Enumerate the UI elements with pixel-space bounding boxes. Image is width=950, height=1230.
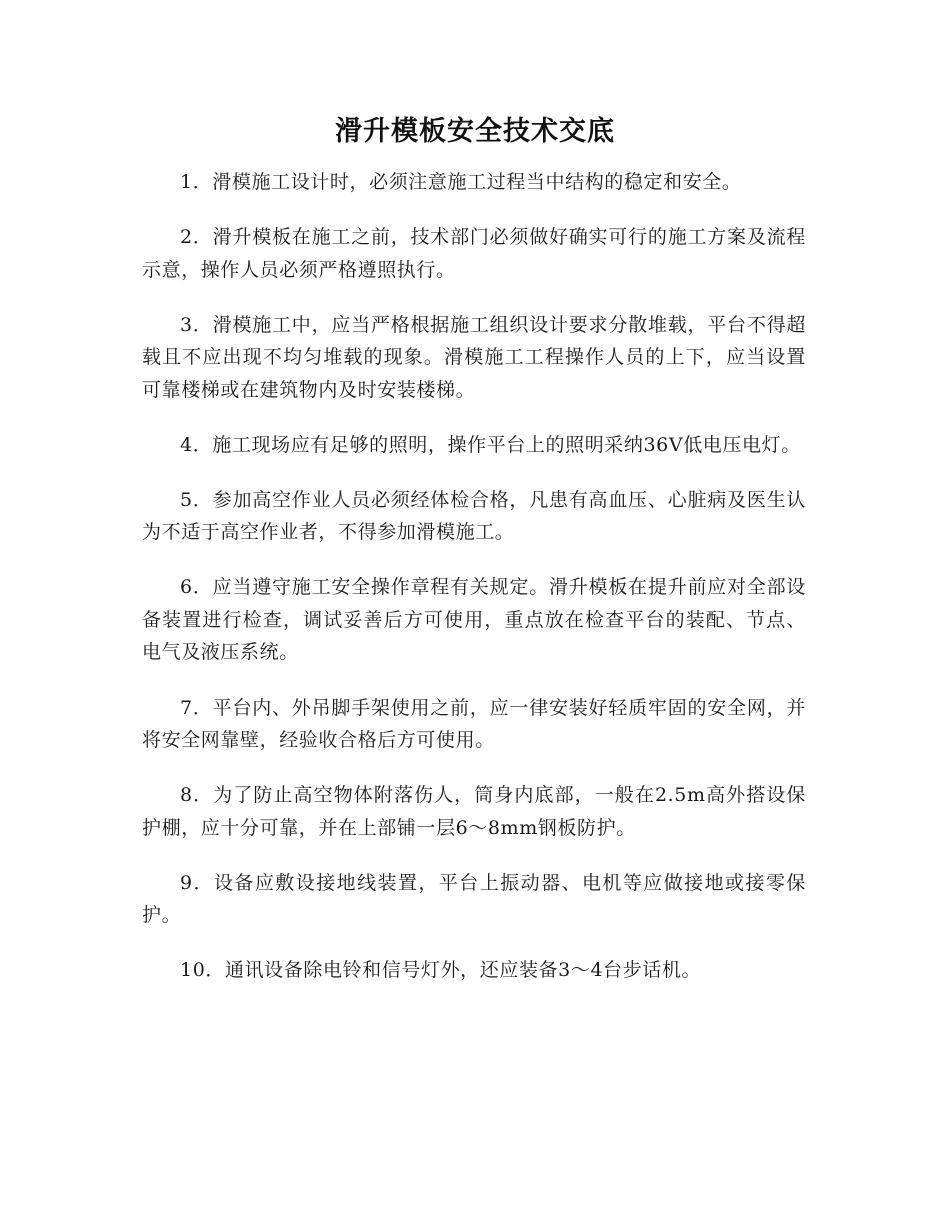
paragraph-5: 5．参加高空作业人员必须经体检合格，凡患有高血压、心脏病及医生认为不适于高空作业者，不得参加滑模施工。 bbox=[142, 488, 806, 544]
paragraph-10: 10．通讯设备除电铃和信号灯外，还应装备3～4台步话机。 bbox=[180, 959, 702, 982]
paragraph-9: 9．设备应敷设接地线装置，平台上振动器、电机等应做接地或接零保护。 bbox=[142, 871, 806, 927]
document-title: 滑升模板安全技术交底 bbox=[335, 116, 615, 147]
paragraph-1: 1．滑模施工设计时，必须注意施工过程当中结构的稳定和安全。 bbox=[180, 171, 742, 193]
paragraph-3: 3．滑模施工中，应当严格根据施工组织设计要求分散堆载，平台不得超载且不应出现不均匀堆载的现象。滑模施工工程操作人员的上下，应当设置可靠楼梯或在建筑物内及时安装楼梯。 bbox=[142, 313, 806, 401]
paragraph-4: 4．施工现场应有足够的照明，操作平台上的照明采纳36V低电压电灯。 bbox=[180, 433, 801, 456]
paragraph-6: 6．应当遵守施工安全操作章程有关规定。滑升模板在提升前应对全部设备装置进行检查，调试妥善后方可使用，重点放在检查平台的装配、节点、电气及液压系统。 bbox=[142, 576, 806, 664]
paragraph-2: 2．滑升模板在施工之前，技术部门必须做好确实可行的施工方案及流程示意，操作人员必须严格遵照执行。 bbox=[142, 226, 806, 281]
paragraph-8: 8．为了防止高空物体附落伤人，筒身内底部，一般在2.5m高外搭设保护棚，应十分可靠，并在上部铺一层6～8mm钢板防护。 bbox=[142, 784, 806, 839]
paragraph-7: 7．平台内、外吊脚手架使用之前，应一律安装好轻质牢固的安全网，并将安全网靠壁，经验收合格后方可使用。 bbox=[142, 696, 806, 752]
document-body bbox=[142, 166, 806, 1009]
